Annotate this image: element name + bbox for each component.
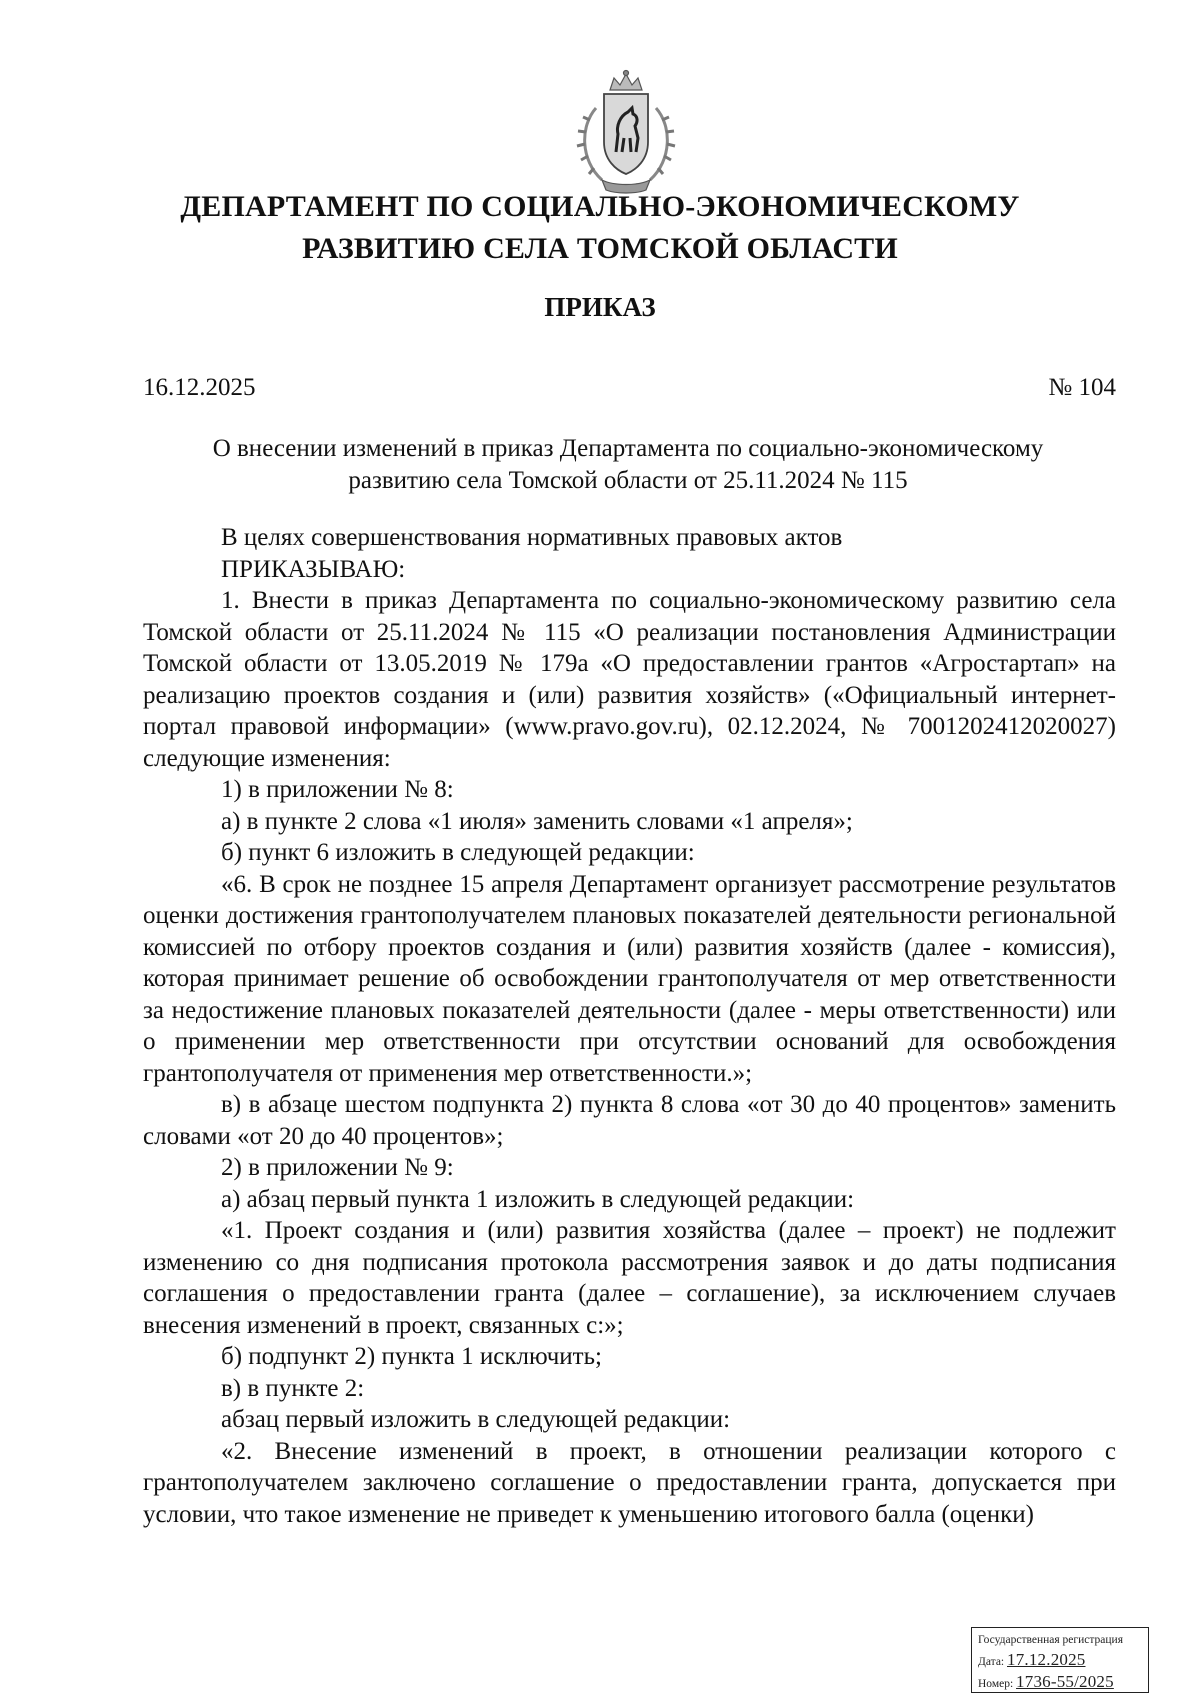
paragraph-point-6-text: «6. В срок не позднее 15 апреля Департамент организует рассмотрение результатов оценки достижения грантополучателем плановых показателей деятельности региональной комиссией по отбору проектов создания и (или) развития хозяйств (далее - комиссия), которая принимает решение об освобождении грантополучателя от мер ответственности за недостижение плановых показателей деятельности (далее - меры ответственности) или о применении мер ответственности при отсутствии оснований для освобождения грантополучателя от применения мер ответственности.»; xyxy=(143,870,1116,1087)
tomsk-coat-of-arms-icon xyxy=(566,68,686,196)
order-subject xyxy=(140,433,1116,497)
organization-name-line-1: ДЕПАРТАМЕНТ ПО СОЦИАЛЬНО-ЭКОНОМИЧЕСКОМУ xyxy=(180,190,1020,223)
order-body xyxy=(143,522,1116,1530)
registration-date-label: Дата: xyxy=(978,1656,1005,1668)
registration-title: Государственная регистрация xyxy=(978,1634,1123,1646)
organization-name xyxy=(100,186,1100,270)
order-number: № 104 xyxy=(1048,374,1116,401)
paragraph-item-1: 1. Внести в приказ Департамента по социально-экономическому развитию села Томской области от 25.11.2024 № 115 «О реализации постановления Администрации Томской области от 13.05.2019 № 179а «О предоставлении грантов «Агростартап» на реализацию проектов создания и (или) развития хозяйств» («Официальный интернет-портал правовой информации» (www.pravo.gov.ru), 02.12.2024, № 7001202412020027) следующие изменения: xyxy=(143,587,1116,772)
paragraph-annex-8-a: а) в пункте 2 слова «1 июля» заменить словами «1 апреля»; xyxy=(221,807,853,835)
paragraph-first-abzac: абзац первый изложить в следующей редакции: xyxy=(221,1406,731,1433)
paragraph-annex-8: 1) в приложении № 8: xyxy=(221,776,454,803)
paragraph-purpose: В целях совершенствования нормативных правовых актов xyxy=(221,524,843,551)
paragraph-order-word: ПРИКАЗЫВАЮ: xyxy=(221,555,406,583)
registration-number: 1736-55/2025 xyxy=(1016,1672,1114,1691)
order-subject-line-1: О внесении изменений в приказ Департамента по социально-экономическому xyxy=(212,435,1044,462)
paragraph-point-2-text: «2. Внесение изменений в проект, в отношении реализации которого с грантополучателем заключено соглашение о предоставлении гранта, допускается при условии, что такое изменение не приведет к уменьшению итогового балла (оценки) xyxy=(143,1437,1116,1528)
paragraph-annex-9-b: б) подпункт 2) пункта 1 исключить; xyxy=(221,1343,602,1370)
registration-number-label: Номер: xyxy=(978,1678,1014,1690)
order-subject-line-2: развитию села Томской области от 25.11.2024 № 115 xyxy=(348,467,908,494)
document-type: ПРИКАЗ xyxy=(544,292,656,322)
registration-date: 17.12.2025 xyxy=(1007,1650,1086,1669)
registration-stamp xyxy=(971,1627,1149,1693)
paragraph-annex-8-b: б) пункт 6 изложить в следующей редакции: xyxy=(221,839,695,866)
paragraph-annex-9-a: а) абзац первый пункта 1 изложить в следующей редакции: xyxy=(221,1185,855,1213)
paragraph-point-1-text: «1. Проект создания и (или) развития хозяйства (далее – проект) не подлежит изменению со дня подписания протокола рассмотрения заявок и до даты подписания соглашения о предоставлении гранта (далее – соглашение), за исключением случаев внесения изменений в проект, связанных с:»; xyxy=(143,1217,1116,1339)
paragraph-annex-8-c: в) в абзаце шестом подпункта 2) пункта 8 слова «от 30 до 40 процентов» заменить словами «от 20 до 40 процентов»; xyxy=(143,1091,1116,1150)
organization-name-line-2: РАЗВИТИЮ СЕЛА ТОМСКОЙ ОБЛАСТИ xyxy=(302,232,898,265)
order-date: 16.12.2025 xyxy=(143,374,256,401)
paragraph-annex-9: 2) в приложении № 9: xyxy=(221,1154,454,1181)
paragraph-annex-9-c: в) в пункте 2: xyxy=(221,1374,365,1402)
